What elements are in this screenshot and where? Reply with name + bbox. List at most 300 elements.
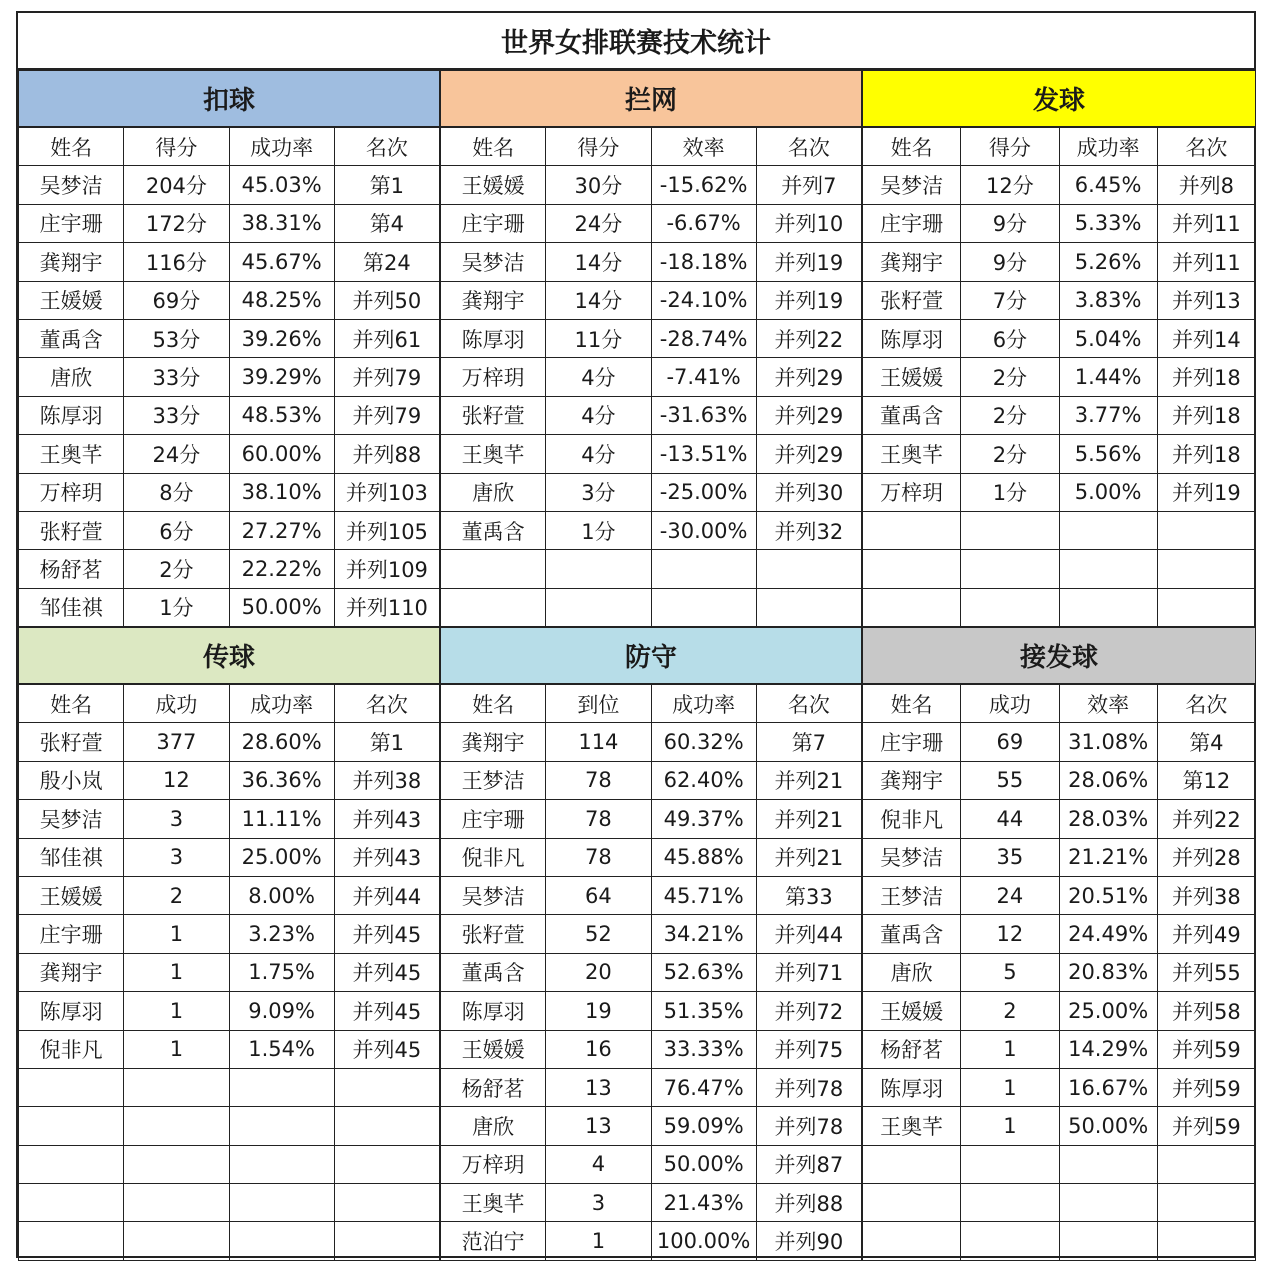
stat-cell: 50.00%	[651, 1145, 756, 1183]
stat-cell	[756, 588, 861, 626]
stat-cell	[1059, 511, 1157, 549]
stat-cell: 45.67%	[229, 243, 334, 281]
table-row	[19, 358, 440, 396]
player-name-cell	[19, 1068, 124, 1106]
player-name-cell: 董禹含	[19, 319, 124, 357]
stat-cell: 第24	[334, 243, 439, 281]
stat-cell: 24.49%	[1059, 915, 1157, 953]
stat-cell: 并列14	[1157, 319, 1255, 357]
table-row	[441, 1068, 862, 1106]
stat-cell: 并列28	[1157, 838, 1255, 876]
column-header: 名次	[1157, 685, 1255, 723]
player-name-cell	[863, 1145, 961, 1183]
stat-cell: 1.44%	[1059, 358, 1157, 396]
table-row	[19, 723, 440, 761]
stat-cell: 377	[124, 723, 229, 761]
column-header: 名次	[334, 128, 439, 166]
column-header: 成功率	[229, 685, 334, 723]
stat-cell: 并列88	[756, 1184, 861, 1222]
stat-cell: 76.47%	[651, 1068, 756, 1106]
stat-cell: 并列90	[756, 1222, 861, 1260]
table-row	[19, 204, 440, 242]
stat-cell: 1分	[546, 511, 651, 549]
table-row	[441, 281, 862, 319]
player-name-cell: 吴梦洁	[863, 838, 961, 876]
column-header: 名次	[1157, 128, 1255, 166]
stat-cell: 并列10	[756, 204, 861, 242]
stat-cell: 64	[546, 876, 651, 914]
stat-cell: 21.21%	[1059, 838, 1157, 876]
table-row	[863, 761, 1256, 799]
table-row	[19, 166, 440, 204]
stat-cell: 5	[961, 953, 1059, 991]
stat-cell: 并列58	[1157, 992, 1255, 1030]
stat-cell: 3.77%	[1059, 396, 1157, 434]
set-header: 传球	[18, 627, 440, 684]
stat-cell: 并列109	[334, 550, 439, 588]
table-row	[441, 992, 862, 1030]
stat-cell: 并列44	[334, 876, 439, 914]
dig-header: 防守	[440, 627, 862, 684]
stat-cell: 114	[546, 723, 651, 761]
stat-cell	[334, 1184, 439, 1222]
stat-cell: 36.36%	[229, 761, 334, 799]
stat-cell: 并列59	[1157, 1068, 1255, 1106]
player-name-cell	[863, 588, 961, 626]
stat-cell: 4分	[546, 358, 651, 396]
serve-header: 发球	[862, 70, 1256, 127]
player-name-cell: 王奥芊	[19, 435, 124, 473]
player-name-cell: 张籽萱	[19, 511, 124, 549]
stat-cell: 1分	[124, 588, 229, 626]
table-row	[441, 435, 862, 473]
block-section	[440, 70, 862, 627]
stat-cell: 1	[124, 953, 229, 991]
player-name-cell: 王媛媛	[19, 281, 124, 319]
stat-cell: 第7	[756, 723, 861, 761]
player-name-cell: 庄宇珊	[863, 723, 961, 761]
table-row	[441, 1184, 862, 1222]
stat-cell: 并列11	[1157, 204, 1255, 242]
table-row	[441, 396, 862, 434]
stat-cell: 33分	[124, 358, 229, 396]
stat-cell: 1	[124, 915, 229, 953]
stat-cell: 1.75%	[229, 953, 334, 991]
stat-cell: 13	[546, 1107, 651, 1145]
table-row	[19, 511, 440, 549]
stat-cell: 38.31%	[229, 204, 334, 242]
stat-cell: 2分	[961, 435, 1059, 473]
stat-cell: 并列45	[334, 1030, 439, 1068]
player-name-cell: 唐欣	[863, 953, 961, 991]
table-row	[863, 204, 1256, 242]
set-section	[18, 627, 440, 1261]
table-row	[19, 396, 440, 434]
player-name-cell: 王梦洁	[441, 761, 546, 799]
stat-cell: 并列18	[1157, 435, 1255, 473]
table-row	[441, 473, 862, 511]
stat-cell: -25.00%	[651, 473, 756, 511]
player-name-cell: 庄宇珊	[441, 204, 546, 242]
stat-cell: 21.43%	[651, 1184, 756, 1222]
stat-cell: 9.09%	[229, 992, 334, 1030]
stat-cell: 204分	[124, 166, 229, 204]
player-name-cell: 张籽萱	[863, 281, 961, 319]
stat-cell: 并列7	[756, 166, 861, 204]
stat-cell: 11.11%	[229, 800, 334, 838]
column-header-row	[19, 128, 440, 166]
table-row	[863, 281, 1256, 319]
stat-cell: 16	[546, 1030, 651, 1068]
column-header: 得分	[546, 128, 651, 166]
stat-cell	[124, 1145, 229, 1183]
stat-cell	[229, 1107, 334, 1145]
stat-cell: 50.00%	[229, 588, 334, 626]
stat-cell: 并列49	[1157, 915, 1255, 953]
stat-cell	[124, 1068, 229, 1106]
stat-cell: -15.62%	[651, 166, 756, 204]
stat-cell: 并列50	[334, 281, 439, 319]
stat-cell: 并列30	[756, 473, 861, 511]
stat-cell: 8分	[124, 473, 229, 511]
player-name-cell: 吴梦洁	[19, 800, 124, 838]
stat-cell: 并列103	[334, 473, 439, 511]
player-name-cell	[19, 1184, 124, 1222]
stat-cell: 69	[961, 723, 1059, 761]
player-name-cell	[863, 511, 961, 549]
stat-cell: 13	[546, 1068, 651, 1106]
sheet-title: 世界女排联赛技术统计	[18, 13, 1254, 70]
column-header: 成功	[124, 685, 229, 723]
stat-cell: 2	[961, 992, 1059, 1030]
stat-cell: 5.04%	[1059, 319, 1157, 357]
player-name-cell: 邹佳祺	[19, 838, 124, 876]
column-header: 得分	[124, 128, 229, 166]
stat-cell: 并列22	[756, 319, 861, 357]
stat-cell: 并列110	[334, 588, 439, 626]
dig-section	[440, 627, 862, 1261]
stat-cell	[1157, 1145, 1255, 1183]
table-row	[863, 1222, 1256, 1260]
table-row	[863, 876, 1256, 914]
stat-cell: 28.06%	[1059, 761, 1157, 799]
stat-cell: 24分	[124, 435, 229, 473]
stat-cell: -7.41%	[651, 358, 756, 396]
stat-cell: 25.00%	[1059, 992, 1157, 1030]
receive-header: 接发球	[862, 627, 1256, 684]
table-row	[441, 166, 862, 204]
stat-cell	[961, 550, 1059, 588]
table-row	[19, 550, 440, 588]
stat-cell: -24.10%	[651, 281, 756, 319]
stat-cell: 11分	[546, 319, 651, 357]
player-name-cell: 王奥芊	[441, 435, 546, 473]
stat-cell: 并列11	[1157, 243, 1255, 281]
stat-cell	[961, 1145, 1059, 1183]
stat-cell: 并列88	[334, 435, 439, 473]
stat-cell: 30分	[546, 166, 651, 204]
stat-cell: 12	[124, 761, 229, 799]
stat-cell: 并列21	[756, 761, 861, 799]
stat-cell: -30.00%	[651, 511, 756, 549]
stat-cell	[124, 1222, 229, 1260]
spike-section	[18, 70, 440, 627]
player-name-cell: 倪非凡	[441, 838, 546, 876]
stat-cell: 3	[546, 1184, 651, 1222]
player-name-cell: 董禹含	[441, 511, 546, 549]
player-name-cell: 王奥芊	[863, 1107, 961, 1145]
stat-cell: 3.23%	[229, 915, 334, 953]
stat-cell: 27.27%	[229, 511, 334, 549]
table-row	[863, 1068, 1256, 1106]
player-name-cell: 庄宇珊	[441, 800, 546, 838]
stat-cell	[651, 550, 756, 588]
player-name-cell: 龚翔宇	[863, 761, 961, 799]
stat-cell: 45.88%	[651, 838, 756, 876]
stat-cell: 60.00%	[229, 435, 334, 473]
table-row	[441, 319, 862, 357]
stat-cell: 8.00%	[229, 876, 334, 914]
stat-cell: 并列43	[334, 800, 439, 838]
player-name-cell: 龚翔宇	[863, 243, 961, 281]
stat-cell: 51.35%	[651, 992, 756, 1030]
stat-cell: 5.33%	[1059, 204, 1157, 242]
stat-cell	[1059, 588, 1157, 626]
player-name-cell: 庄宇珊	[19, 204, 124, 242]
stat-cell: 并列38	[334, 761, 439, 799]
player-name-cell: 陈厚羽	[863, 1068, 961, 1106]
player-name-cell: 陈厚羽	[19, 396, 124, 434]
stat-cell: 并列59	[1157, 1030, 1255, 1068]
stat-cell: 20.51%	[1059, 876, 1157, 914]
table-row	[441, 204, 862, 242]
stat-cell: 78	[546, 761, 651, 799]
player-name-cell: 董禹含	[863, 915, 961, 953]
table-row	[19, 1068, 440, 1106]
column-header: 成功率	[1059, 128, 1157, 166]
column-header: 名次	[756, 128, 861, 166]
column-header: 姓名	[863, 128, 961, 166]
stat-cell	[756, 550, 861, 588]
stat-cell: -13.51%	[651, 435, 756, 473]
table-row	[19, 473, 440, 511]
table-row	[441, 550, 862, 588]
player-name-cell: 陈厚羽	[19, 992, 124, 1030]
column-header: 姓名	[19, 685, 124, 723]
stat-cell: 5.00%	[1059, 473, 1157, 511]
stat-cell	[961, 588, 1059, 626]
stat-cell	[546, 550, 651, 588]
stat-cell: 28.03%	[1059, 800, 1157, 838]
stat-cell: 6分	[961, 319, 1059, 357]
stat-cell: -28.74%	[651, 319, 756, 357]
stat-cell: 第4	[334, 204, 439, 242]
stat-cell: 并列45	[334, 953, 439, 991]
stat-cell: 22.22%	[229, 550, 334, 588]
player-name-cell	[863, 1222, 961, 1260]
player-name-cell: 万梓玥	[441, 1145, 546, 1183]
stat-cell: -6.67%	[651, 204, 756, 242]
block-header: 拦网	[440, 70, 862, 127]
stat-cell	[1157, 1184, 1255, 1222]
stat-cell: 62.40%	[651, 761, 756, 799]
stat-cell: 并列18	[1157, 358, 1255, 396]
table-row	[19, 800, 440, 838]
serve-table	[862, 127, 1256, 627]
stat-cell: 34.21%	[651, 915, 756, 953]
player-name-cell: 龚翔宇	[441, 723, 546, 761]
column-header: 效率	[1059, 685, 1157, 723]
table-row	[441, 358, 862, 396]
player-name-cell	[441, 550, 546, 588]
table-row	[441, 1030, 862, 1068]
table-row	[19, 243, 440, 281]
stat-cell	[124, 1184, 229, 1222]
column-header: 姓名	[863, 685, 961, 723]
column-header-row	[863, 685, 1256, 723]
player-name-cell	[863, 550, 961, 588]
stat-cell: 116分	[124, 243, 229, 281]
stat-cell: 1	[961, 1107, 1059, 1145]
table-row	[863, 550, 1256, 588]
stat-cell: 78	[546, 800, 651, 838]
player-name-cell: 倪非凡	[19, 1030, 124, 1068]
column-header: 成功率	[229, 128, 334, 166]
table-row	[863, 435, 1256, 473]
stat-cell	[1157, 1222, 1255, 1260]
table-row	[19, 435, 440, 473]
stat-cell: 并列21	[756, 838, 861, 876]
column-header: 效率	[651, 128, 756, 166]
table-row	[863, 511, 1256, 549]
stat-cell: 并列75	[756, 1030, 861, 1068]
stat-cell: 2分	[961, 358, 1059, 396]
stat-cell: 48.25%	[229, 281, 334, 319]
player-name-cell: 王媛媛	[441, 166, 546, 204]
table-row	[19, 992, 440, 1030]
stat-cell: 6.45%	[1059, 166, 1157, 204]
stat-cell: 20	[546, 953, 651, 991]
player-name-cell: 倪非凡	[863, 800, 961, 838]
player-name-cell: 龚翔宇	[19, 243, 124, 281]
stat-cell: 1.54%	[229, 1030, 334, 1068]
player-name-cell: 万梓玥	[863, 473, 961, 511]
stats-sheet	[16, 11, 1256, 1258]
stat-cell: 并列22	[1157, 800, 1255, 838]
stat-cell: 并列45	[334, 992, 439, 1030]
stat-cell: 并列78	[756, 1068, 861, 1106]
stat-cell: 59.09%	[651, 1107, 756, 1145]
stat-cell: 并列19	[1157, 473, 1255, 511]
stat-cell: 14分	[546, 243, 651, 281]
player-name-cell: 张籽萱	[441, 396, 546, 434]
stat-cell: 24分	[546, 204, 651, 242]
table-row	[441, 511, 862, 549]
column-header: 到位	[546, 685, 651, 723]
stat-cell: 12分	[961, 166, 1059, 204]
stat-cell: 4	[546, 1145, 651, 1183]
player-name-cell: 杨舒茗	[19, 550, 124, 588]
player-name-cell	[19, 1145, 124, 1183]
player-name-cell: 唐欣	[19, 358, 124, 396]
column-header: 成功	[961, 685, 1059, 723]
table-row	[441, 243, 862, 281]
stat-cell	[229, 1145, 334, 1183]
stat-cell: 并列87	[756, 1145, 861, 1183]
player-name-cell: 吴梦洁	[863, 166, 961, 204]
stat-cell	[961, 1184, 1059, 1222]
stat-cell: 1	[961, 1068, 1059, 1106]
stat-cell: 9分	[961, 243, 1059, 281]
player-name-cell: 王媛媛	[863, 992, 961, 1030]
player-name-cell: 王媛媛	[19, 876, 124, 914]
stat-cell: 并列61	[334, 319, 439, 357]
stat-cell: 16.67%	[1059, 1068, 1157, 1106]
stat-cell: 12	[961, 915, 1059, 953]
player-name-cell: 张籽萱	[441, 915, 546, 953]
stat-cell: 并列8	[1157, 166, 1255, 204]
stat-cell: 45.03%	[229, 166, 334, 204]
stat-cell: 48.53%	[229, 396, 334, 434]
table-row	[19, 588, 440, 626]
table-row	[863, 1184, 1256, 1222]
stat-cell: 31.08%	[1059, 723, 1157, 761]
stat-cell: 25.00%	[229, 838, 334, 876]
set-table	[18, 684, 440, 1261]
column-header-row	[863, 128, 1256, 166]
stat-cell: 172分	[124, 204, 229, 242]
stat-cell	[1157, 588, 1255, 626]
player-name-cell: 陈厚羽	[863, 319, 961, 357]
stat-cell: 1	[546, 1222, 651, 1260]
column-header: 名次	[756, 685, 861, 723]
player-name-cell: 唐欣	[441, 473, 546, 511]
stat-cell	[1059, 1222, 1157, 1260]
column-header: 姓名	[19, 128, 124, 166]
table-row	[863, 1030, 1256, 1068]
stat-cell: 5.56%	[1059, 435, 1157, 473]
stat-cell: 55	[961, 761, 1059, 799]
stat-cell: 4分	[546, 435, 651, 473]
stat-cell: 33分	[124, 396, 229, 434]
stat-cell: 35	[961, 838, 1059, 876]
serve-section	[862, 70, 1256, 627]
stat-cell: 并列29	[756, 358, 861, 396]
player-name-cell: 吴梦洁	[19, 166, 124, 204]
table-row	[441, 761, 862, 799]
stat-cell	[1157, 511, 1255, 549]
column-header: 成功率	[651, 685, 756, 723]
stat-cell: 并列29	[756, 435, 861, 473]
stat-cell	[1157, 550, 1255, 588]
stat-cell: 并列79	[334, 396, 439, 434]
stat-cell: 9分	[961, 204, 1059, 242]
stat-cell: 2分	[961, 396, 1059, 434]
table-row	[863, 166, 1256, 204]
player-name-cell: 董禹含	[441, 953, 546, 991]
table-row	[19, 915, 440, 953]
player-name-cell: 王媛媛	[441, 1030, 546, 1068]
stat-cell	[546, 588, 651, 626]
stat-cell: 52.63%	[651, 953, 756, 991]
table-row	[19, 1222, 440, 1260]
stat-cell	[651, 588, 756, 626]
stat-cell: 第4	[1157, 723, 1255, 761]
stat-cell: 44	[961, 800, 1059, 838]
stat-cell: 53分	[124, 319, 229, 357]
stat-cell	[229, 1222, 334, 1260]
stat-cell: 并列105	[334, 511, 439, 549]
